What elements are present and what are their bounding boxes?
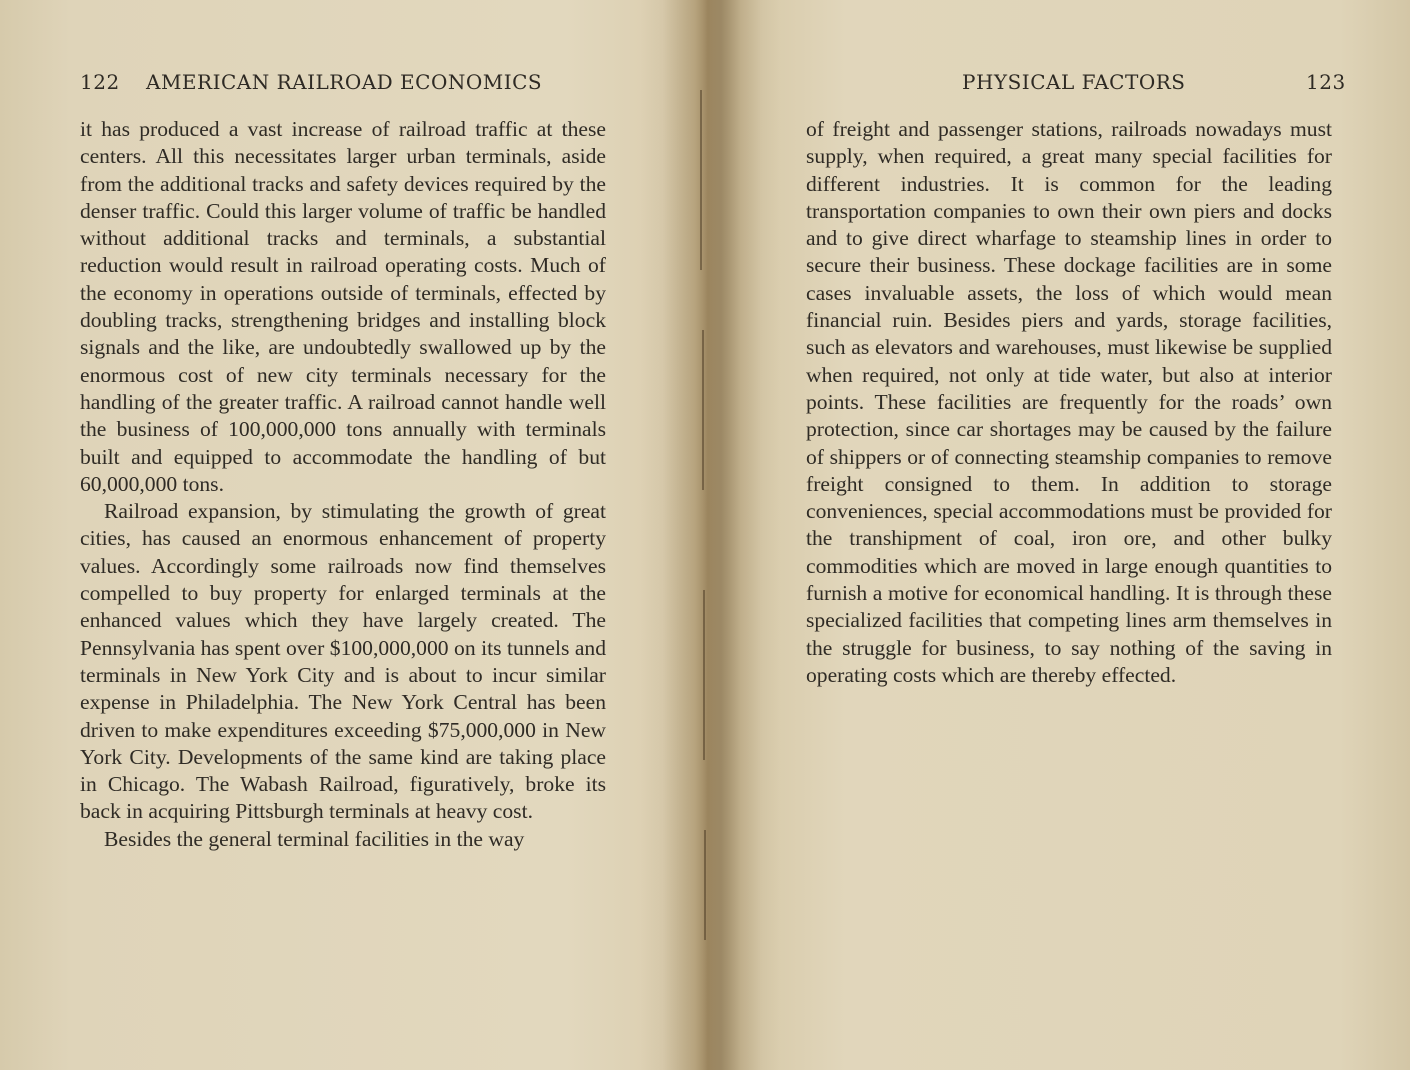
running-head: AMERICAN RAILROAD ECONOMICS: [146, 70, 543, 94]
gutter-crease: [700, 90, 702, 270]
left-page: [0, 0, 700, 1070]
body-text: [80, 116, 606, 853]
paragraph: Railroad expansion, by stimulating the growth of great cities, has caused an enormous enhancement of property values. Accordingly some railroads now find themselves compelled to buy property for enlarged terminals at the enhanced values which they have largely created. The Pennsylvania has spent over $100,000,000 on its tunnels and terminals in New York City and is about to incur similar expense in Philadelphia. The New York Central has been driven to make expenditures exceeding $75,000,000 in New York City. Developments of the same kind are taking place in Chicago. The Wabash Railroad, figuratively, broke its back in acquiring Pittsburgh terminals at heavy cost.: [80, 499, 606, 824]
gutter-crease: [702, 330, 704, 490]
gutter-crease: [703, 590, 705, 760]
running-head: PHYSICAL FACTORS: [962, 70, 1186, 94]
page-number: 123: [1306, 70, 1346, 94]
paragraph: of freight and passenger stations, railroads nowadays must supply, when required, a great many special facilities for different industries. It is common for the leading transportation companies to own their own piers and docks and to give direct wharfage to steamship lines in order to secure their business. These dockage facilities are in some cases invaluable assets, the loss of which would mean financial ruin. Besides piers and yards, storage facilities, such as elevators and warehouses, must likewise be supplied when required, not only at tide water, but also at interior points. These facilities are frequently for the roads’ own protection, since car shortages may be caused by the failure of shippers or of connecting steamship companies to remove freight consigned to them. In addition to storage conveniences, special accommodations must be provided for the transhipment of coal, iron ore, and other bulky commodities which are moved in large enough quantities to furnish a motive for economical handling. It is through these specialized facilities that competing lines arm themselves in the struggle for business, to say nothing of the saving in operating costs which are thereby effected.: [806, 117, 1332, 687]
paragraph: it has produced a vast increase of railroad traffic at these centers. All this necessitates larger urban terminals, aside from the additional tracks and safety devices required by the denser traffic. Could this larger volume of traffic be handled without additional tracks and terminals, a substantial reduction would result in railroad operating costs. Much of the economy in operations outside of terminals, effected by doubling tracks, strengthening bridges and installing block signals and the like, are undoubtedly swallowed up by the enormous cost of new city terminals necessary for the handling of the greater traffic. A railroad cannot handle well the business of 100,000,000 tons annually with terminals built and equipped to accommodate the handling of but 60,000,000 tons.: [80, 117, 606, 496]
body-text: [806, 116, 1332, 689]
page-number: 122: [80, 70, 120, 94]
paragraph: Besides the general terminal facilities in the way: [104, 826, 525, 851]
right-page: [706, 0, 1410, 1070]
